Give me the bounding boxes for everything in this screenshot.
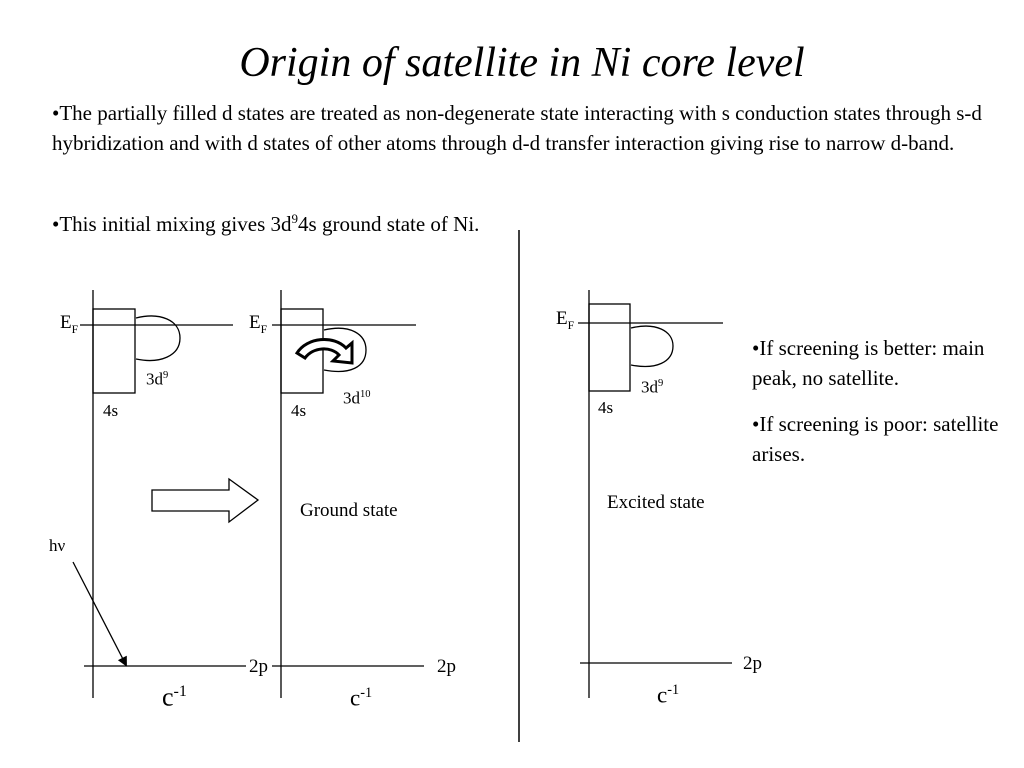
excited-state-label: Excited state	[607, 492, 705, 513]
bullet-hybridization: •The partially filled d states are treated as non-degenerate state interacting with s conduction states through s-d hybridization and with d states of other atoms through d-d transfer interaction giving rise to narrow d-band.	[52, 101, 982, 155]
panel3-4s-label: 4s	[598, 398, 614, 417]
panel3-2p-label: 2p	[743, 653, 762, 674]
screening-arrow-icon	[297, 339, 352, 363]
photon-arrow	[73, 562, 126, 665]
panel1-core-hole-label: $c^{-1}$	[162, 682, 187, 712]
photon-label: hν	[49, 536, 66, 555]
panel3-core-hole-label: $c^{-1}$	[657, 682, 680, 708]
panel3-3d-lobe	[631, 326, 673, 366]
panel2-3d10-label: $3d^{10}$	[343, 388, 371, 408]
panel1-3d9-label: $3d^9$	[146, 369, 169, 389]
panel3-4s-box	[589, 304, 630, 391]
panel1-fermi-label: $E_F$	[60, 312, 79, 336]
panel1-3d-lobe	[136, 316, 180, 360]
bullet-ground-state-post: 4s ground state of Ni.	[298, 212, 480, 236]
page-title: Origin of satellite in Ni core level	[239, 40, 805, 86]
panel2-2p-label: 2p	[437, 656, 456, 677]
panel3-3d9-label: $3d^9$	[641, 377, 664, 397]
panel2-4s-label: 4s	[291, 401, 307, 420]
panel-ground-state	[272, 290, 424, 698]
panel3-fermi-label: $E_F$	[556, 308, 575, 332]
note-poor-screening: •If screening is poor: satellite arises.	[752, 412, 999, 466]
panel1-4s-box	[93, 309, 135, 393]
panel1-2p-label: 2p	[249, 656, 268, 677]
note-good-screening: •If screening is better: main peak, no satellite.	[752, 336, 985, 390]
transition-arrow-icon	[152, 479, 258, 522]
panel2-core-hole-label: $c^{-1}$	[350, 685, 373, 711]
bullet-ground-state-sup: 9	[291, 211, 299, 226]
bullet-ground-state-pre: •This initial mixing gives 3d	[52, 212, 292, 236]
panel1-4s-label: 4s	[103, 401, 119, 420]
panel2-fermi-label: $E_F$	[249, 312, 268, 336]
ground-state-label: Ground state	[300, 500, 398, 521]
